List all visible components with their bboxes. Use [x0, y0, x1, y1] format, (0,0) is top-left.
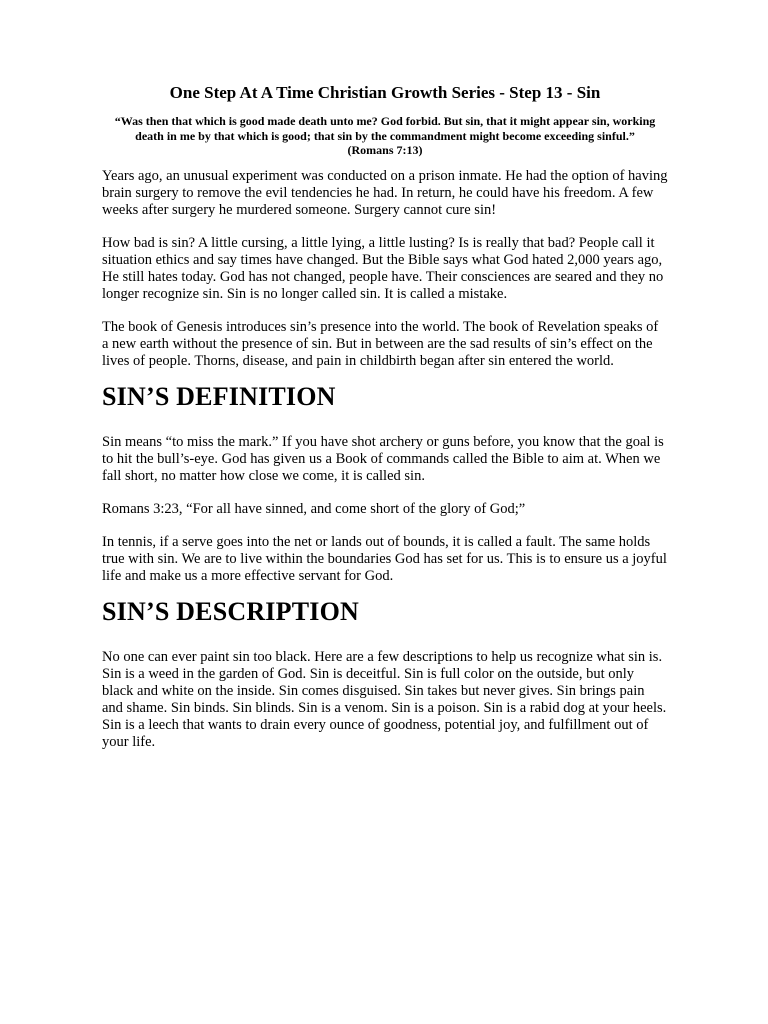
section-heading-description: SIN’S DESCRIPTION [102, 596, 359, 626]
definition-paragraph: In tennis, if a serve goes into the net or lands out of bounds, it is called a fault. The same holds true with sin. We are to live within the boundaries God has set for us. This is to ensure us a joyful life and make us a more effective servant for God. [102, 533, 667, 584]
epigraph-reference: (Romans 7:13) [347, 143, 423, 157]
epigraph [102, 114, 668, 158]
intro-paragraph: Years ago, an unusual experiment was conducted on a prison inmate. He had the option of having brain surgery to remove the evil tendencies he had. In return, he could have his freedom. A few weeks after surgery he murdered someone. Surgery cannot cure sin! [102, 167, 668, 218]
section-heading-definition: SIN’S DEFINITION [102, 381, 336, 411]
description-paragraph: No one can ever paint sin too black. Here are a few descriptions to help us recognize what sin is. Sin is a weed in the garden of God. Sin is deceitful. Sin is full color on the outside, but only black and white on the inside. Sin comes disguised. Sin takes but never gives. Sin brings pain and shame. Sin binds. Sin blinds. Sin is a venom. Sin is a poison. Sin is a rabid dog at your heels. Sin is a leech that wants to drain every ounce of goodness, potential joy, and fulfillment out of your life. [102, 648, 667, 750]
document-page [102, 82, 668, 767]
document-title: One Step At A Time Christian Growth Series - Step 13 - Sin [169, 83, 601, 102]
intro-paragraph: The book of Genesis introduces sin’s presence into the world. The book of Revelation speaks of a new earth without the presence of sin. But in between are the sad results of sin’s effect on the lives of people. Thorns, disease, and pain in childbirth began after sin entered the world. [102, 318, 659, 369]
definition-paragraph: Romans 3:23, “For all have sinned, and come short of the glory of God;” [102, 500, 526, 517]
epigraph-quote: “Was then that which is good made death unto me? God forbid. But sin, that it might appear sin, working death in me by that which is good; that sin by the commandment might become exceeding sinful.” [114, 114, 656, 143]
intro-paragraph: How bad is sin? A little cursing, a little lying, a little lusting? Is is really that bad? People call it situation ethics and say times have changed. But the Bible says what God hated 2,000 years ago, He still hates today. God has not changed, people have. Their consciences are seared and they no longer recognize sin. Sin is no longer called sin. It is called a mistake. [102, 234, 664, 302]
definition-paragraph: Sin means “to miss the mark.” If you have shot archery or guns before, you know that the goal is to hit the bull’s-eye. God has given us a Book of commands called the Bible to aim at. When we fall short, no matter how close we come, it is called sin. [102, 433, 664, 484]
